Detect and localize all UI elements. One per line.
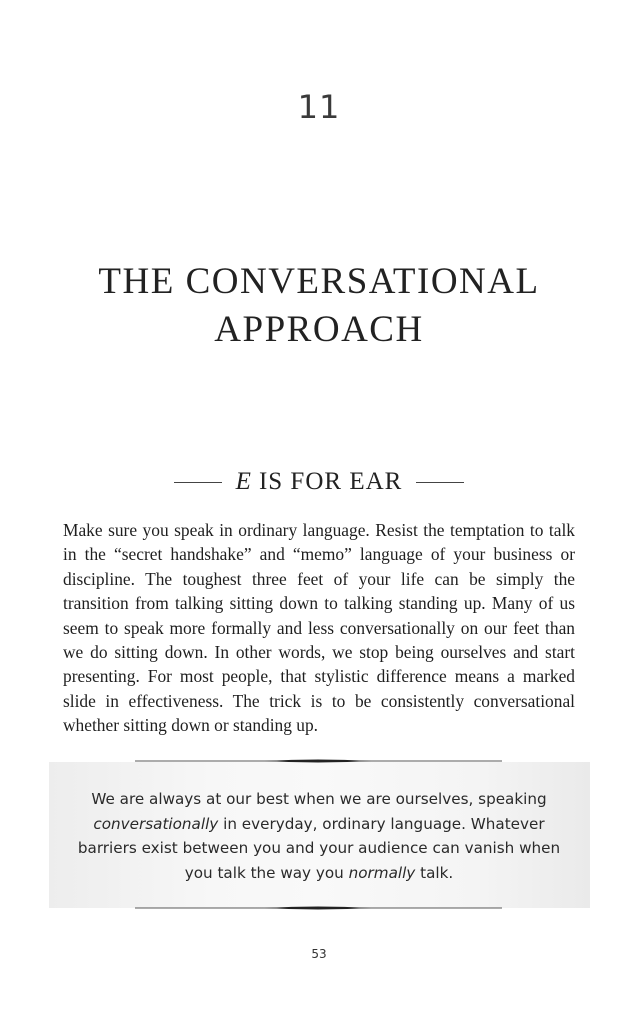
callout-top-ornament-rule xyxy=(135,758,502,764)
chapter-title-line-1: THE CONVERSATIONAL xyxy=(98,261,540,302)
page-number: 53 xyxy=(311,947,327,961)
chapter-number: 11 xyxy=(297,88,341,126)
section-heading-letter: E xyxy=(235,468,252,495)
callout-quote xyxy=(70,787,568,885)
callout-text-part-3: talk. xyxy=(415,863,454,882)
callout-bottom-ornament-rule xyxy=(135,905,502,911)
chapter-title-line-2: APPROACH xyxy=(214,309,424,350)
body-paragraph: Make sure you speak in ordinary language. Resist the temptation to talk in the “secret handshake” and “memo” language of your business or discipline. The toughest three feet of your life can be simply the transition from talking sitting down to talking standing up. Many of us seem to speak more formally and less conversationally on our feet than we do sitting down. In other words, we stop being ourselves and start presenting. For most people, that stylistic difference means a marked slide in effectiveness. The trick is to be consistently conversational whether sitting down or standing up. xyxy=(63,520,575,736)
heading-right-rule xyxy=(416,482,464,483)
heading-left-rule xyxy=(174,482,222,483)
section-heading-text: IS FOR EAR xyxy=(258,468,403,495)
callout-italic-normally: normally xyxy=(348,863,416,882)
callout-italic-conversationally: conversationally xyxy=(93,814,219,833)
section-heading xyxy=(0,468,638,496)
callout-text-part-2: in everyday, ordinary language. Whatever barriers exist between you and your audience can vanish when you talk the way you xyxy=(77,814,561,882)
chapter-title xyxy=(40,258,598,354)
callout-text-part-1: We are always at our best when we are ourselves, speaking xyxy=(91,790,547,808)
